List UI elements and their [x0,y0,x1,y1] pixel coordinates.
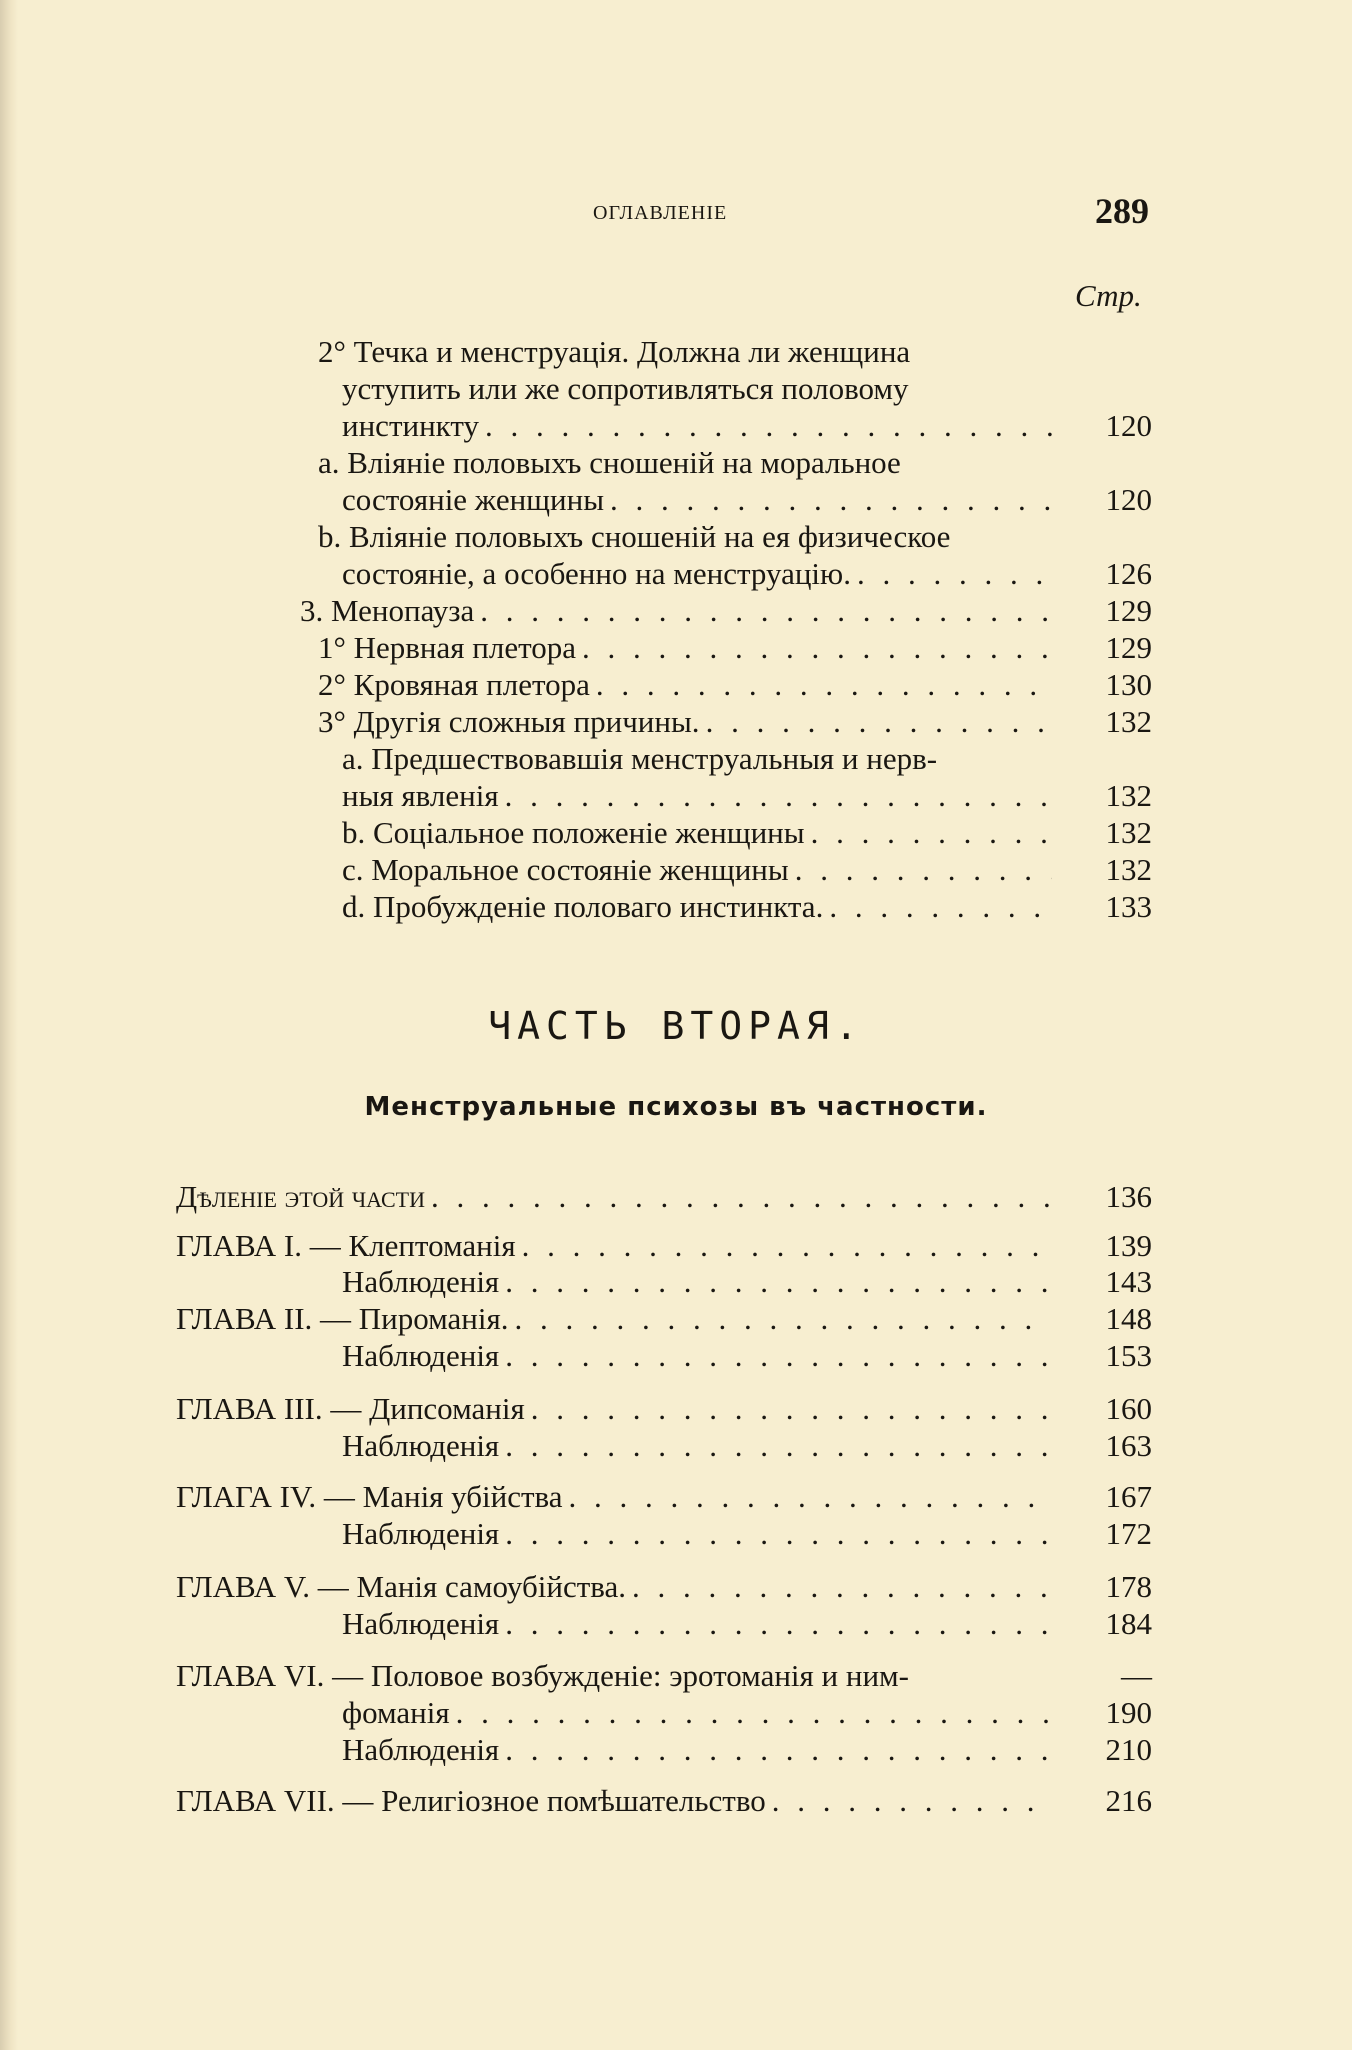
dot-leader [515,1300,1052,1338]
dot-leader [610,481,1052,519]
toc-page-number: 184 [1105,1606,1152,1641]
toc-entry-label: Наблюденія [342,1338,500,1373]
dot-leader [505,1263,1052,1301]
toc-page-number: 132 [1105,778,1152,813]
toc-entry [342,481,1058,519]
dot-leader [706,703,1052,741]
toc-page-number: 210 [1105,1732,1152,1767]
toc-entry [342,407,1058,445]
toc-entry [342,1515,1058,1553]
toc-entry-label: Наблюденія [342,1428,500,1463]
toc-entry [342,888,1058,926]
toc-entry [342,1731,1058,1769]
dot-leader [480,592,1052,630]
toc-page-number: 172 [1105,1516,1152,1551]
dot-leader [505,1731,1052,1769]
toc-entry [342,814,1058,852]
dot-leader [431,1178,1052,1216]
dot-leader [829,888,1052,926]
toc-page-number: 190 [1105,1695,1152,1730]
dot-leader [505,777,1052,815]
toc-entry-line: b. Вліяніе половыхъ сношеній на ея физическое [318,519,951,554]
dot-leader [531,1390,1052,1428]
toc-page-number: 153 [1105,1338,1152,1373]
toc-entry-line: a. Вліяніе половыхъ сношеній на моральное [318,445,901,480]
toc-page-number: 178 [1105,1569,1152,1604]
toc-entry [342,1337,1058,1375]
page-header [0,191,1352,236]
toc-entry [300,592,1058,630]
toc-page-number: 163 [1105,1428,1152,1463]
toc-page-number: 126 [1105,556,1152,591]
toc-entry-label: c. Моральное состояніе женщины [342,852,789,887]
toc-page-number: 120 [1105,482,1152,517]
dot-leader [569,1478,1052,1516]
toc-entry-label: ГЛАВА II. — Пироманія. [176,1301,509,1336]
toc-entry [318,629,1058,667]
toc-page-number: 136 [1105,1179,1152,1214]
toc-entry-label: 2° Кровяная плетора [318,667,590,702]
pages-column-label: Стр. [1075,278,1142,313]
dot-leader [505,1605,1052,1643]
toc-entry-label: 3. Менопауза [300,593,475,628]
toc-entry-label: состояніе, а особенно на менструацію. [342,556,851,591]
dot-leader [456,1694,1052,1732]
toc-entry [342,777,1058,815]
running-head: ОГЛАВЛЕНІЕ [593,202,728,224]
dot-leader [632,1568,1052,1606]
toc-entry [342,1605,1058,1643]
dot-leader [505,1427,1052,1465]
dot-leader [857,555,1052,593]
toc-page-number: 132 [1105,815,1152,850]
toc-entry [176,1178,1058,1216]
toc-page-number: 143 [1105,1264,1152,1299]
toc-entry-label: ГЛАВА V. — Манія самоубійства. [176,1569,626,1604]
toc-entry [342,1263,1058,1301]
dot-leader [772,1782,1052,1820]
toc-entry-line: 2° Течка и менструація. Должна ли женщина [318,334,911,369]
toc-page-dash: — [1121,1658,1152,1693]
toc-entry-label: ГЛАВА III. — Дипсоманія [176,1391,525,1426]
toc-entry [342,851,1058,889]
toc-entry-label: d. Пробужденіе половаго инстинкта. [342,889,824,924]
dot-leader [522,1227,1052,1265]
toc-entry-label: Наблюденія [342,1264,500,1299]
toc-entry [176,1568,1058,1606]
toc-entry-label: b. Соціальное положеніе женщины [342,815,805,850]
toc-page-number: 130 [1105,667,1152,702]
toc-page-number: 160 [1105,1391,1152,1426]
toc-entry-label: фоманія [342,1695,450,1730]
toc-entry [176,1478,1058,1516]
part-subtitle: Менструальные психозы въ частности. [364,1092,988,1122]
toc-entry [318,666,1058,704]
toc-page-number: 216 [1105,1783,1152,1818]
toc-entry-label: ГЛАВА I. — Клептоманія [176,1228,516,1263]
toc-entry [342,555,1058,593]
toc-entry-line: уступить или же сопротивляться половому [342,371,909,406]
toc-entry-label: ГЛАГА IV. — Манія убійства [176,1479,563,1514]
toc-entry-line: a. Предшествовавшія менструальныя и нерв- [342,741,938,776]
dot-leader [795,851,1052,889]
toc-page-number: 148 [1105,1301,1152,1336]
toc-entry-label: ныя явленія [342,778,499,813]
toc-entry-label: инстинкту [342,408,479,443]
toc-page-number: 120 [1105,408,1152,443]
toc-entry [342,1694,1058,1732]
toc-page-number: 167 [1105,1479,1152,1514]
toc-entry-label: 1° Нервная плетора [318,630,577,665]
toc-page-number: 129 [1105,630,1152,665]
toc-page-number: 132 [1105,704,1152,739]
toc-entry [176,1227,1058,1265]
toc-entry [342,1427,1058,1465]
toc-entry [176,1390,1058,1428]
toc-entry [176,1300,1058,1338]
toc-entry-label: состояніе женщины [342,482,605,517]
part-title: ЧАСТЬ ВТОРАЯ. [488,1004,864,1048]
toc-entry-line: ГЛАВА VI. — Половое возбужденіе: эротоманія и ним- [176,1658,909,1693]
toc-entry [318,703,1058,741]
toc-page-number: 133 [1105,889,1152,924]
toc-entry [176,1782,1058,1820]
toc-entry-label: Наблюденія [342,1732,500,1767]
toc-page-number: 132 [1105,852,1152,887]
dot-leader [485,407,1052,445]
toc-page-number: 139 [1105,1228,1152,1263]
dot-leader [505,1515,1052,1553]
toc-entry-label: Дѣленіе этой части [176,1179,425,1214]
dot-leader [596,666,1052,704]
dot-leader [811,814,1052,852]
page-number: 289 [1095,191,1149,231]
toc-page-number: 129 [1105,593,1152,628]
dot-leader [505,1337,1052,1375]
dot-leader [582,629,1052,667]
toc-entry-label: ГЛАВА VII. — Религіозное помѣшательство [176,1783,766,1818]
toc-entry-label: Наблюденія [342,1516,500,1551]
toc-entry-label: Наблюденія [342,1606,500,1641]
toc-entry-label: 3° Другія сложныя причины. [318,704,700,739]
